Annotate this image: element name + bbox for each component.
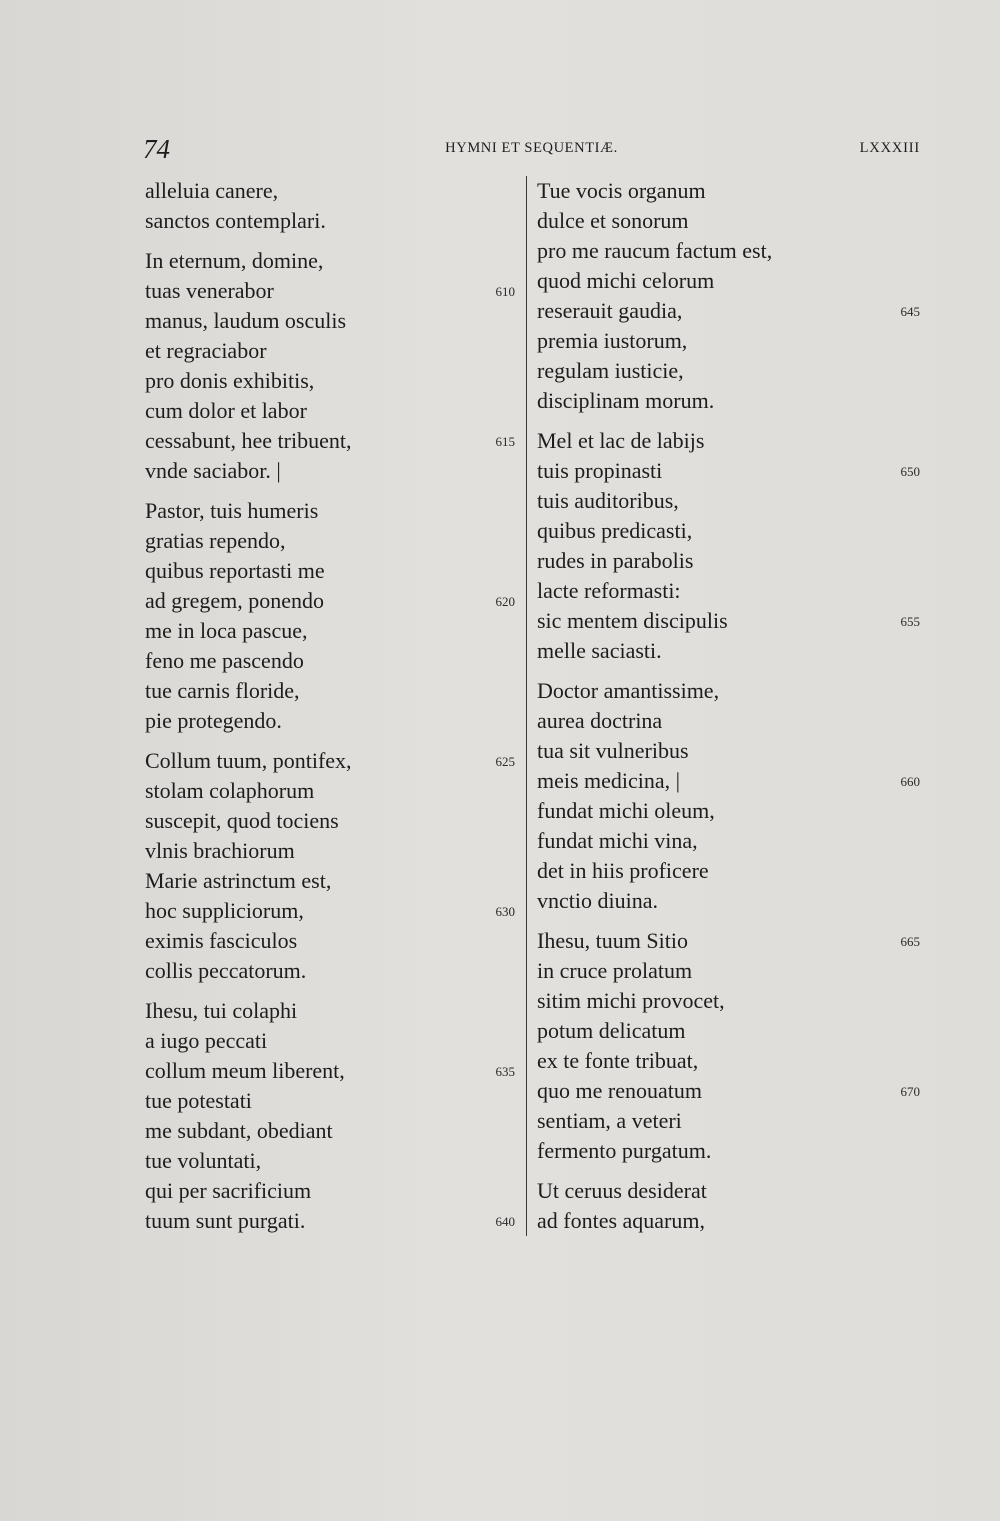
verse-text: cessabunt, hee tribuent, [145, 428, 352, 453]
verse-text: sic mentem discipulis [537, 608, 728, 633]
verse-line [145, 1116, 515, 1146]
verse-text: sentiam, a veteri [537, 1108, 682, 1133]
verse-text: ex te fonte tribuat, [537, 1048, 699, 1073]
verse-text: disciplinam morum. [537, 388, 715, 413]
verse-text: potum delicatum [537, 1018, 686, 1043]
verse-text: eximis fasciculos [145, 928, 298, 953]
verse-text: stolam colaphorum [145, 778, 315, 803]
stanza [537, 926, 920, 1166]
verse-line [145, 1026, 515, 1056]
verse-line [145, 336, 515, 366]
verse-text: pro donis exhibitis, [145, 368, 315, 393]
verse-line [537, 826, 920, 856]
stanza [537, 676, 920, 916]
verse-text: tuum sunt purgati. [145, 1208, 306, 1233]
verse-line [537, 636, 920, 666]
verse-line [537, 206, 920, 236]
verse-text: Doctor amantissime, [537, 678, 720, 703]
line-number: 635 [495, 1064, 515, 1079]
verse-text: sitim michi provocet, [537, 988, 725, 1013]
verse-line [537, 456, 920, 486]
verse-line [145, 496, 515, 526]
line-number: 630 [495, 904, 515, 919]
verse-line [537, 1206, 920, 1236]
line-number: 610 [495, 284, 515, 299]
verse-text: Ut ceruus desiderat [537, 1178, 707, 1203]
verse-line [537, 606, 920, 636]
verse-line [537, 926, 920, 956]
stanza [145, 176, 515, 236]
verse-text: Mel et lac de labijs [537, 428, 705, 453]
verse-line [145, 776, 515, 806]
verse-line [537, 766, 920, 796]
verse-line [537, 426, 920, 456]
verse-text: suscepit, quod tociens [145, 808, 339, 833]
verse-text: me in loca pascue, [145, 618, 308, 643]
verse-line [145, 246, 515, 276]
verse-line [145, 956, 515, 986]
stanza [145, 746, 515, 986]
verse-line [145, 526, 515, 556]
verse-text: Ihesu, tui colaphi [145, 998, 298, 1023]
verse-text: fermento purgatum. [537, 1138, 712, 1163]
verse-text: alleluia canere, [145, 178, 279, 203]
verse-text: ad gregem, ponendo [145, 588, 324, 613]
verse-line [145, 616, 515, 646]
verse-line [537, 886, 920, 916]
verse-text: det in hiis proficere [537, 858, 709, 883]
line-number: 655 [900, 614, 920, 629]
verse-text: meis medicina, | [537, 768, 681, 793]
verse-text: aurea doctrina [537, 708, 663, 733]
verse-line [537, 706, 920, 736]
verse-line [145, 366, 515, 396]
verse-line [145, 1176, 515, 1206]
verse-line [145, 1206, 515, 1236]
verse-line [145, 276, 515, 306]
verse-text: quod michi celorum [537, 268, 715, 293]
verse-text: manus, laudum osculis [145, 308, 347, 333]
verse-line [537, 296, 920, 326]
running-header [143, 132, 920, 166]
verse-text: qui per sacrificium [145, 1178, 312, 1203]
verse-text: in cruce prolatum [537, 958, 693, 983]
stanza [145, 246, 515, 486]
verse-line [145, 806, 515, 836]
verse-line [537, 326, 920, 356]
verse-line [145, 996, 515, 1026]
verse-line [537, 1016, 920, 1046]
verse-line [537, 1076, 920, 1106]
verse-text: tua sit vulneribus [537, 738, 689, 763]
verse-text: tue carnis floride, [145, 678, 300, 703]
verse-line [537, 386, 920, 416]
verse-line [537, 486, 920, 516]
verse-line [537, 736, 920, 766]
verse-text: quibus predicasti, [537, 518, 693, 543]
verse-line [145, 926, 515, 956]
verse-text: fundat michi oleum, [537, 798, 715, 823]
verse-line [145, 426, 515, 456]
verse-text: hoc suppliciorum, [145, 898, 304, 923]
verse-text: lacte reformasti: [537, 578, 681, 603]
verse-line [145, 396, 515, 426]
stanza [537, 1176, 920, 1236]
verse-line [537, 546, 920, 576]
verse-text: pro me raucum factum est, [537, 238, 773, 263]
verse-text: pie protegendo. [145, 708, 282, 733]
line-number: 615 [495, 434, 515, 449]
right-column [537, 176, 920, 1246]
verse-text: regulam iusticie, [537, 358, 684, 383]
line-number: 660 [900, 774, 920, 789]
verse-line [537, 986, 920, 1016]
verse-line [537, 796, 920, 826]
verse-line [145, 586, 515, 616]
verse-text: reserauit gaudia, [537, 298, 683, 323]
left-column [145, 176, 515, 1246]
verse-line [145, 646, 515, 676]
verse-line [537, 176, 920, 206]
verse-text: tuas venerabor [145, 278, 274, 303]
verse-line [537, 1046, 920, 1076]
verse-text: melle saciasti. [537, 638, 662, 663]
column-divider [526, 176, 527, 1236]
verse-line [145, 1086, 515, 1116]
verse-text: ad fontes aquarum, [537, 1208, 705, 1233]
stanza [145, 996, 515, 1236]
verse-text: vnctio diuina. [537, 888, 658, 913]
running-title: HYMNI ET SEQUENTIÆ. [445, 140, 618, 156]
verse-text: cum dolor et labor [145, 398, 307, 423]
verse-line [145, 456, 515, 486]
line-number: 620 [495, 594, 515, 609]
line-number: 670 [900, 1084, 920, 1099]
verse-line [145, 836, 515, 866]
stanza [537, 176, 920, 416]
verse-text: quo me renouatum [537, 1078, 702, 1103]
verse-text: feno me pascendo [145, 648, 304, 673]
verse-line [537, 1176, 920, 1206]
section-number: LXXXIII [859, 140, 920, 156]
verse-line [145, 866, 515, 896]
verse-text: Ihesu, tuum Sitio [537, 928, 688, 953]
verse-text: Collum tuum, pontifex, [145, 748, 352, 773]
verse-text: fundat michi vina, [537, 828, 698, 853]
verse-text: rudes in parabolis [537, 548, 694, 573]
verse-line [537, 1106, 920, 1136]
verse-line [537, 576, 920, 606]
verse-line [145, 206, 515, 236]
verse-line [537, 236, 920, 266]
verse-line [537, 516, 920, 546]
verse-line [145, 706, 515, 736]
verse-text: tuis auditoribus, [537, 488, 679, 513]
verse-text: In eternum, domine, [145, 248, 324, 273]
line-number: 640 [495, 1214, 515, 1229]
verse-text: sanctos contemplari. [145, 208, 326, 233]
verse-line [537, 856, 920, 886]
verse-text: me subdant, obediant [145, 1118, 333, 1143]
stanza [145, 496, 515, 736]
verse-text: tuis propinasti [537, 458, 663, 483]
verse-text: Marie astrinctum est, [145, 868, 332, 893]
verse-text: Tue vocis organum [537, 178, 706, 203]
verse-line [537, 266, 920, 296]
verse-line [145, 556, 515, 586]
stanza [537, 426, 920, 666]
verse-text: Pastor, tuis humeris [145, 498, 319, 523]
verse-line [537, 956, 920, 986]
line-number: 645 [900, 304, 920, 319]
verse-text: dulce et sonorum [537, 208, 689, 233]
verse-line [537, 356, 920, 386]
verse-text: tue voluntati, [145, 1148, 262, 1173]
verse-line [145, 676, 515, 706]
verse-line [145, 306, 515, 336]
verse-text: gratias rependo, [145, 528, 286, 553]
verse-line [537, 1136, 920, 1166]
verse-text: quibus reportasti me [145, 558, 325, 583]
page-number: 74 [143, 134, 170, 164]
line-number: 650 [900, 464, 920, 479]
verse-text: tue potestati [145, 1088, 252, 1113]
verse-line [145, 1056, 515, 1086]
verse-text: vlnis brachiorum [145, 838, 295, 863]
verse-line [145, 896, 515, 926]
verse-text: collum meum liberent, [145, 1058, 345, 1083]
verse-line [145, 176, 515, 206]
verse-line [145, 1146, 515, 1176]
verse-text: et regraciabor [145, 338, 267, 363]
verse-line [145, 746, 515, 776]
verse-text: collis peccatorum. [145, 958, 307, 983]
verse-line [537, 676, 920, 706]
verse-text: premia iustorum, [537, 328, 688, 353]
verse-text: vnde saciabor. | [145, 458, 281, 483]
line-number: 665 [900, 934, 920, 949]
line-number: 625 [495, 754, 515, 769]
verse-text: a iugo peccati [145, 1028, 268, 1053]
